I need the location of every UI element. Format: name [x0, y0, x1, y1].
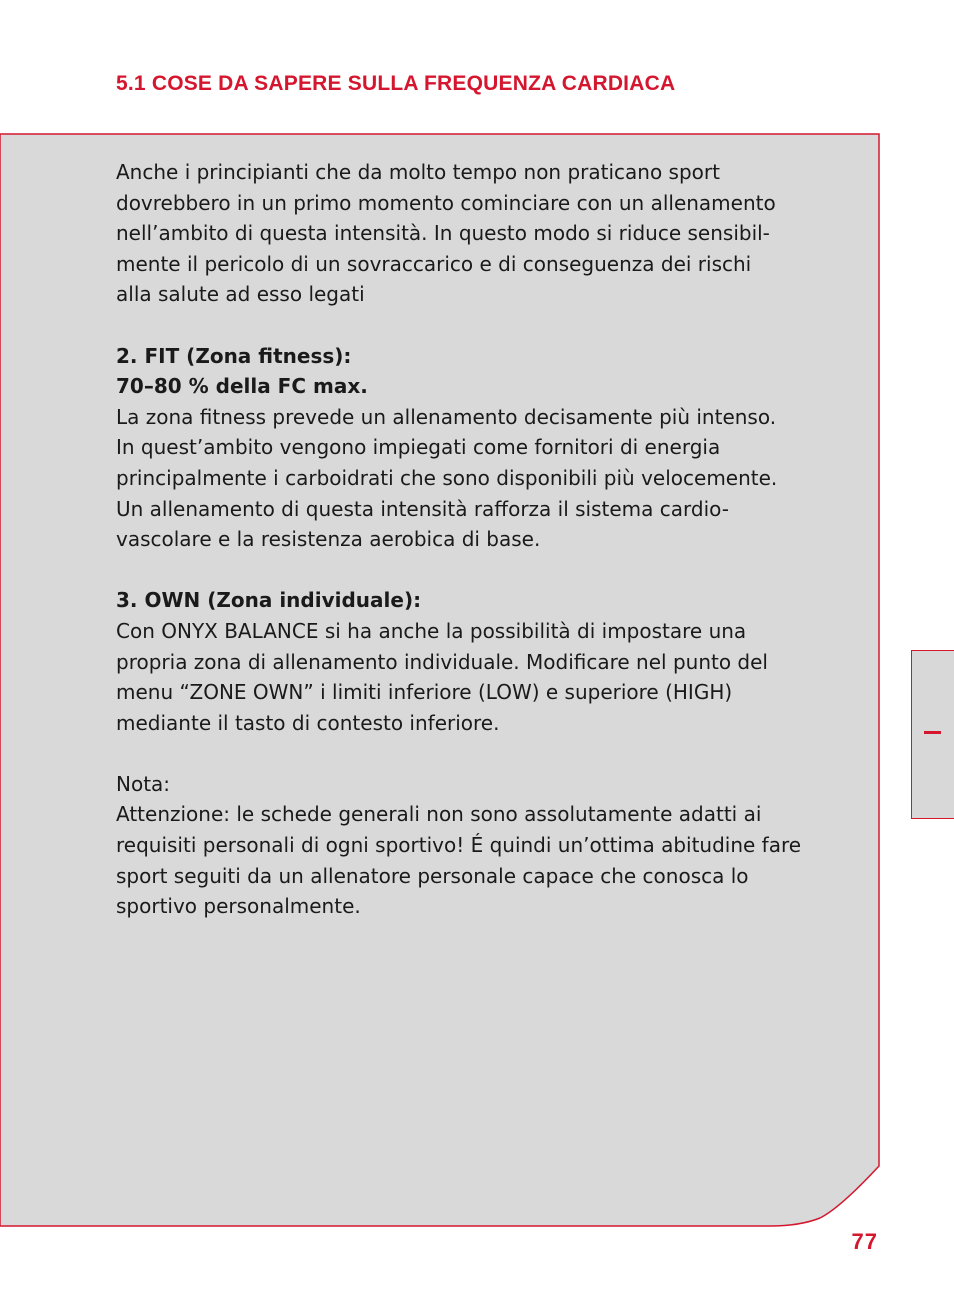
- fit-line: In quest’ambito vengono impiegati come fornitori di energia: [116, 435, 721, 460]
- fit-range: 70–80 % della FC max.: [116, 374, 368, 399]
- intro-line: dovrebbero in un primo momento cominciare con un allenamento: [116, 190, 776, 215]
- intro-line: nell’ambito di questa intensità. In questo modo si riduce sensibil-: [116, 221, 770, 246]
- fit-heading: 2. FIT (Zona fitness):: [116, 343, 352, 368]
- chapter-side-tab: [911, 650, 954, 819]
- fit-line: Un allenamento di questa intensità rafforza il sistema cardio-: [116, 496, 729, 521]
- note-label: Nota:: [116, 771, 171, 796]
- own-heading: 3. OWN (Zona individuale):: [116, 588, 422, 613]
- paragraph-spacer: [116, 310, 846, 341]
- side-tab-marker-icon: [924, 731, 941, 734]
- section-title: 5.1 COSE DA SAPERE SULLA FREQUENZA CARDIACA: [116, 72, 676, 95]
- intro-line: Anche i principianti che da molto tempo non praticano sport: [116, 160, 720, 184]
- own-line: menu “ZONE OWN” i limiti inferiore (LOW) e superiore (HIGH): [116, 680, 733, 705]
- note-line: Attenzione: le schede generali non sono assolutamente adatti ai: [116, 802, 762, 827]
- fit-line: vascolare e la resistenza aerobica di base.: [116, 527, 541, 552]
- intro-line: mente il pericolo di un sovraccarico e di conseguenza dei rischi: [116, 251, 752, 276]
- own-line: Con ONYX BALANCE si ha anche la possibilità di impostare una: [116, 618, 747, 643]
- own-line: propria zona di allenamento individuale. Modificare nel punto del: [116, 649, 768, 674]
- note-line: sportivo personalmente.: [116, 894, 361, 919]
- body-text: [116, 157, 846, 922]
- note-line: requisiti personali di ogni sportivo! É quindi un’ottima abitudine fare: [116, 833, 802, 858]
- paragraph-spacer: [116, 555, 846, 586]
- own-line: mediante il tasto di contesto inferiore.: [116, 710, 500, 735]
- fit-line: La zona fitness prevede un allenamento decisamente più intenso.: [116, 404, 777, 429]
- paragraph-spacer: [116, 738, 846, 769]
- note-line: sport seguiti da un allenatore personale capace che conosca lo: [116, 863, 749, 888]
- intro-line: alla salute ad esso legati: [116, 282, 365, 307]
- page-number: 77: [851, 1229, 878, 1254]
- fit-line: principalmente i carboidrati che sono disponibili più velocemente.: [116, 465, 778, 490]
